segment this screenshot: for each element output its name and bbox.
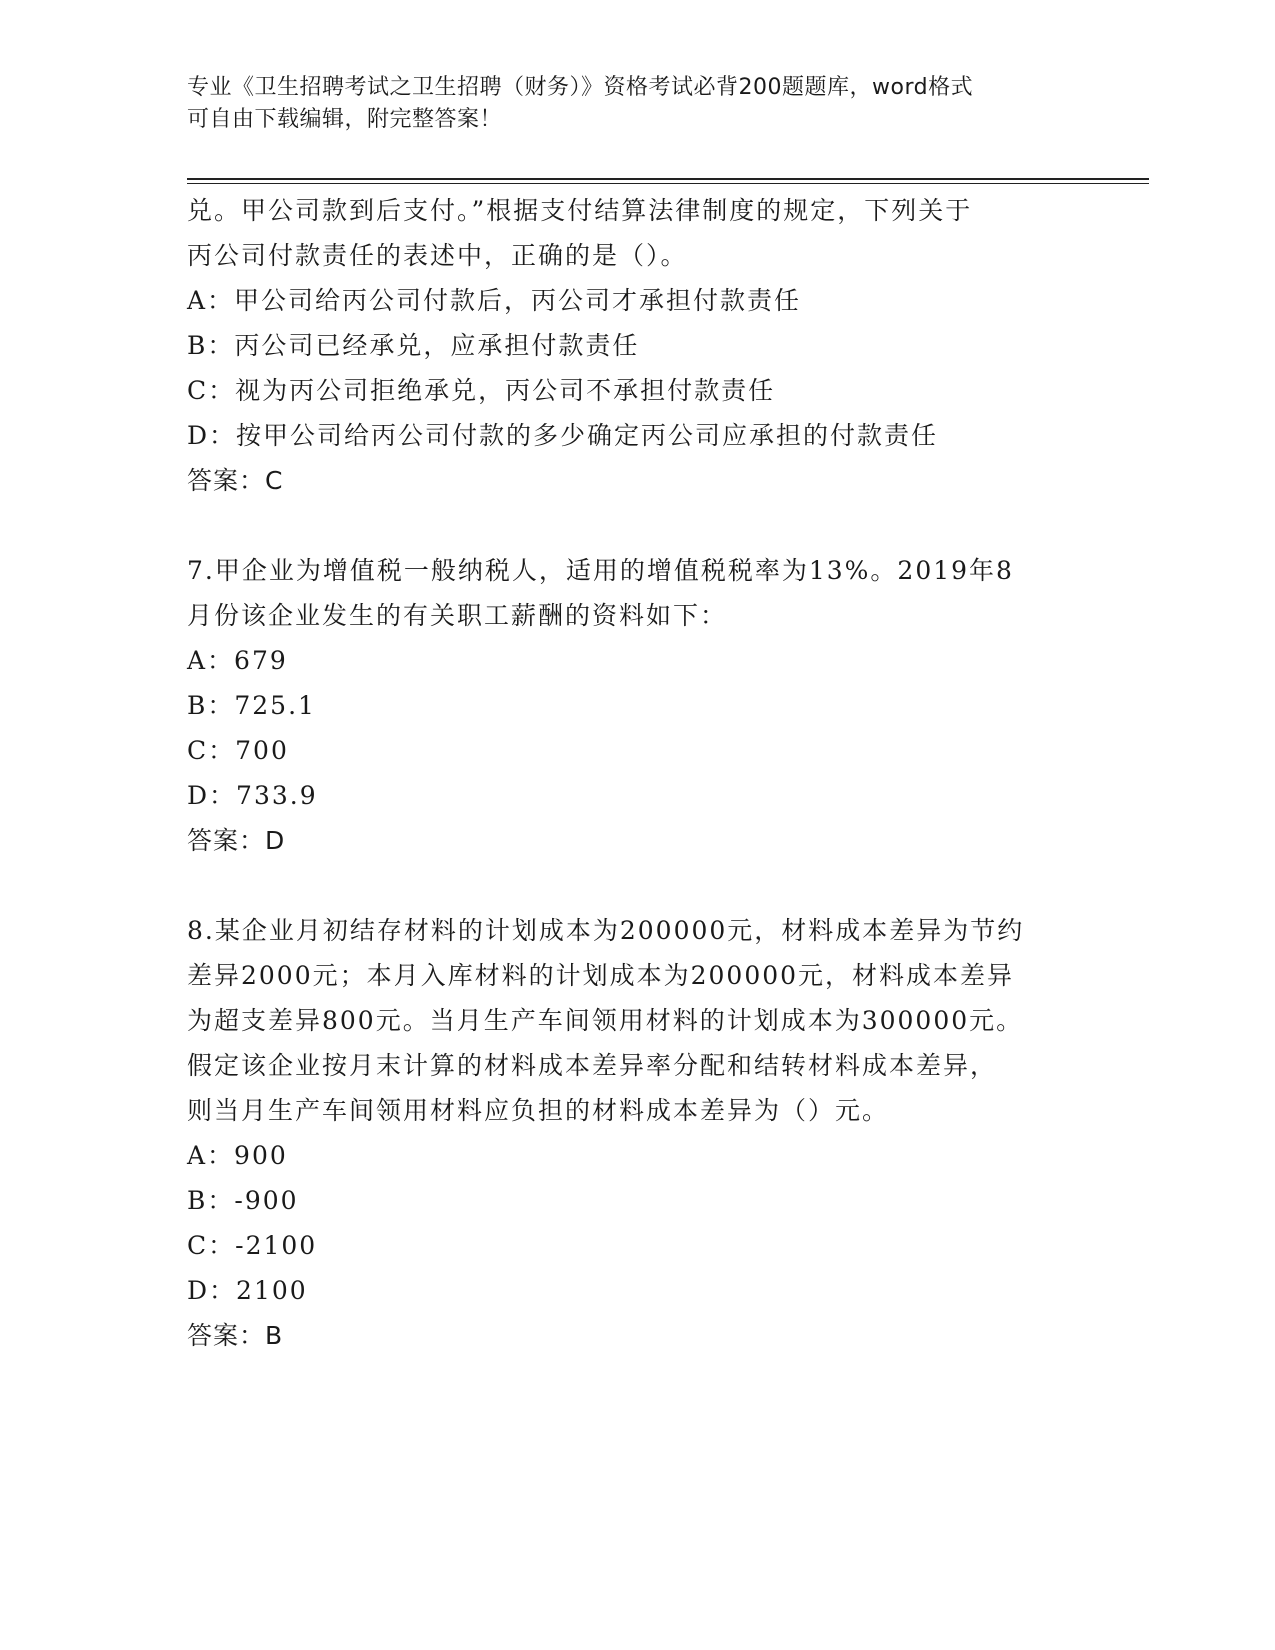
option-b: B：丙公司已经承兑，应承担付款责任 [187,331,640,360]
answer-line: 答案：C [187,466,284,495]
question-stem-line: 8.某企业月初结存材料的计划成本为200000元，材料成本差异为节约 [187,916,1025,945]
option-b: B：725.1 [187,691,316,720]
page-header [187,72,1087,136]
header-divider-thin [187,183,1149,184]
header-divider-thick [187,178,1149,180]
question-stem-line: 则当月生产车间领用材料应负担的材料成本差异为（）元。 [187,1096,890,1125]
question-stem-line: 7.甲企业为增值税一般纳税人，适用的增值税税率为13%。2019年8 [187,556,1014,585]
header-line-1: 专业《卫生招聘考试之卫生招聘（财务）》资格考试必背200题题库，word格式 [187,75,974,100]
question-stem-line: 差异2000元；本月入库材料的计划成本为200000元，材料成本差异 [187,961,1015,990]
question-stem-line: 月份该企业发生的有关职工薪酬的资料如下： [187,601,728,630]
header-line-2: 可自由下载编辑，附完整答案！ [187,107,503,132]
question-stem-line: 假定该企业按月末计算的材料成本差异率分配和结转材料成本差异， [187,1051,998,1080]
document-body [187,188,1087,1358]
question-stem-line: 丙公司付款责任的表述中，正确的是（）。 [187,241,688,270]
option-d: D：按甲公司给丙公司付款的多少确定丙公司应承担的付款责任 [187,421,939,450]
option-a: A：甲公司给丙公司付款后，丙公司才承担付款责任 [187,286,802,315]
option-d: D：2100 [187,1276,308,1305]
question-8 [187,908,1087,1358]
answer-line: 答案：B [187,1321,284,1350]
answer-line: 答案：D [187,826,286,855]
option-c: C：视为丙公司拒绝承兑，丙公司不承担付款责任 [187,376,776,405]
question-stem-line: 兑。甲公司款到后支付。”根据支付结算法律制度的规定，下列关于 [187,196,973,225]
question-6 [187,188,1087,503]
question-stem-line: 为超支差异800元。当月生产车间领用材料的计划成本为300000元。 [187,1006,1024,1035]
option-a: A：900 [187,1141,288,1170]
option-c: C：-2100 [187,1231,318,1260]
option-b: B：-900 [187,1186,299,1215]
question-7 [187,548,1087,863]
option-a: A：679 [187,646,288,675]
option-d: D：733.9 [187,781,318,810]
option-c: C：700 [187,736,289,765]
